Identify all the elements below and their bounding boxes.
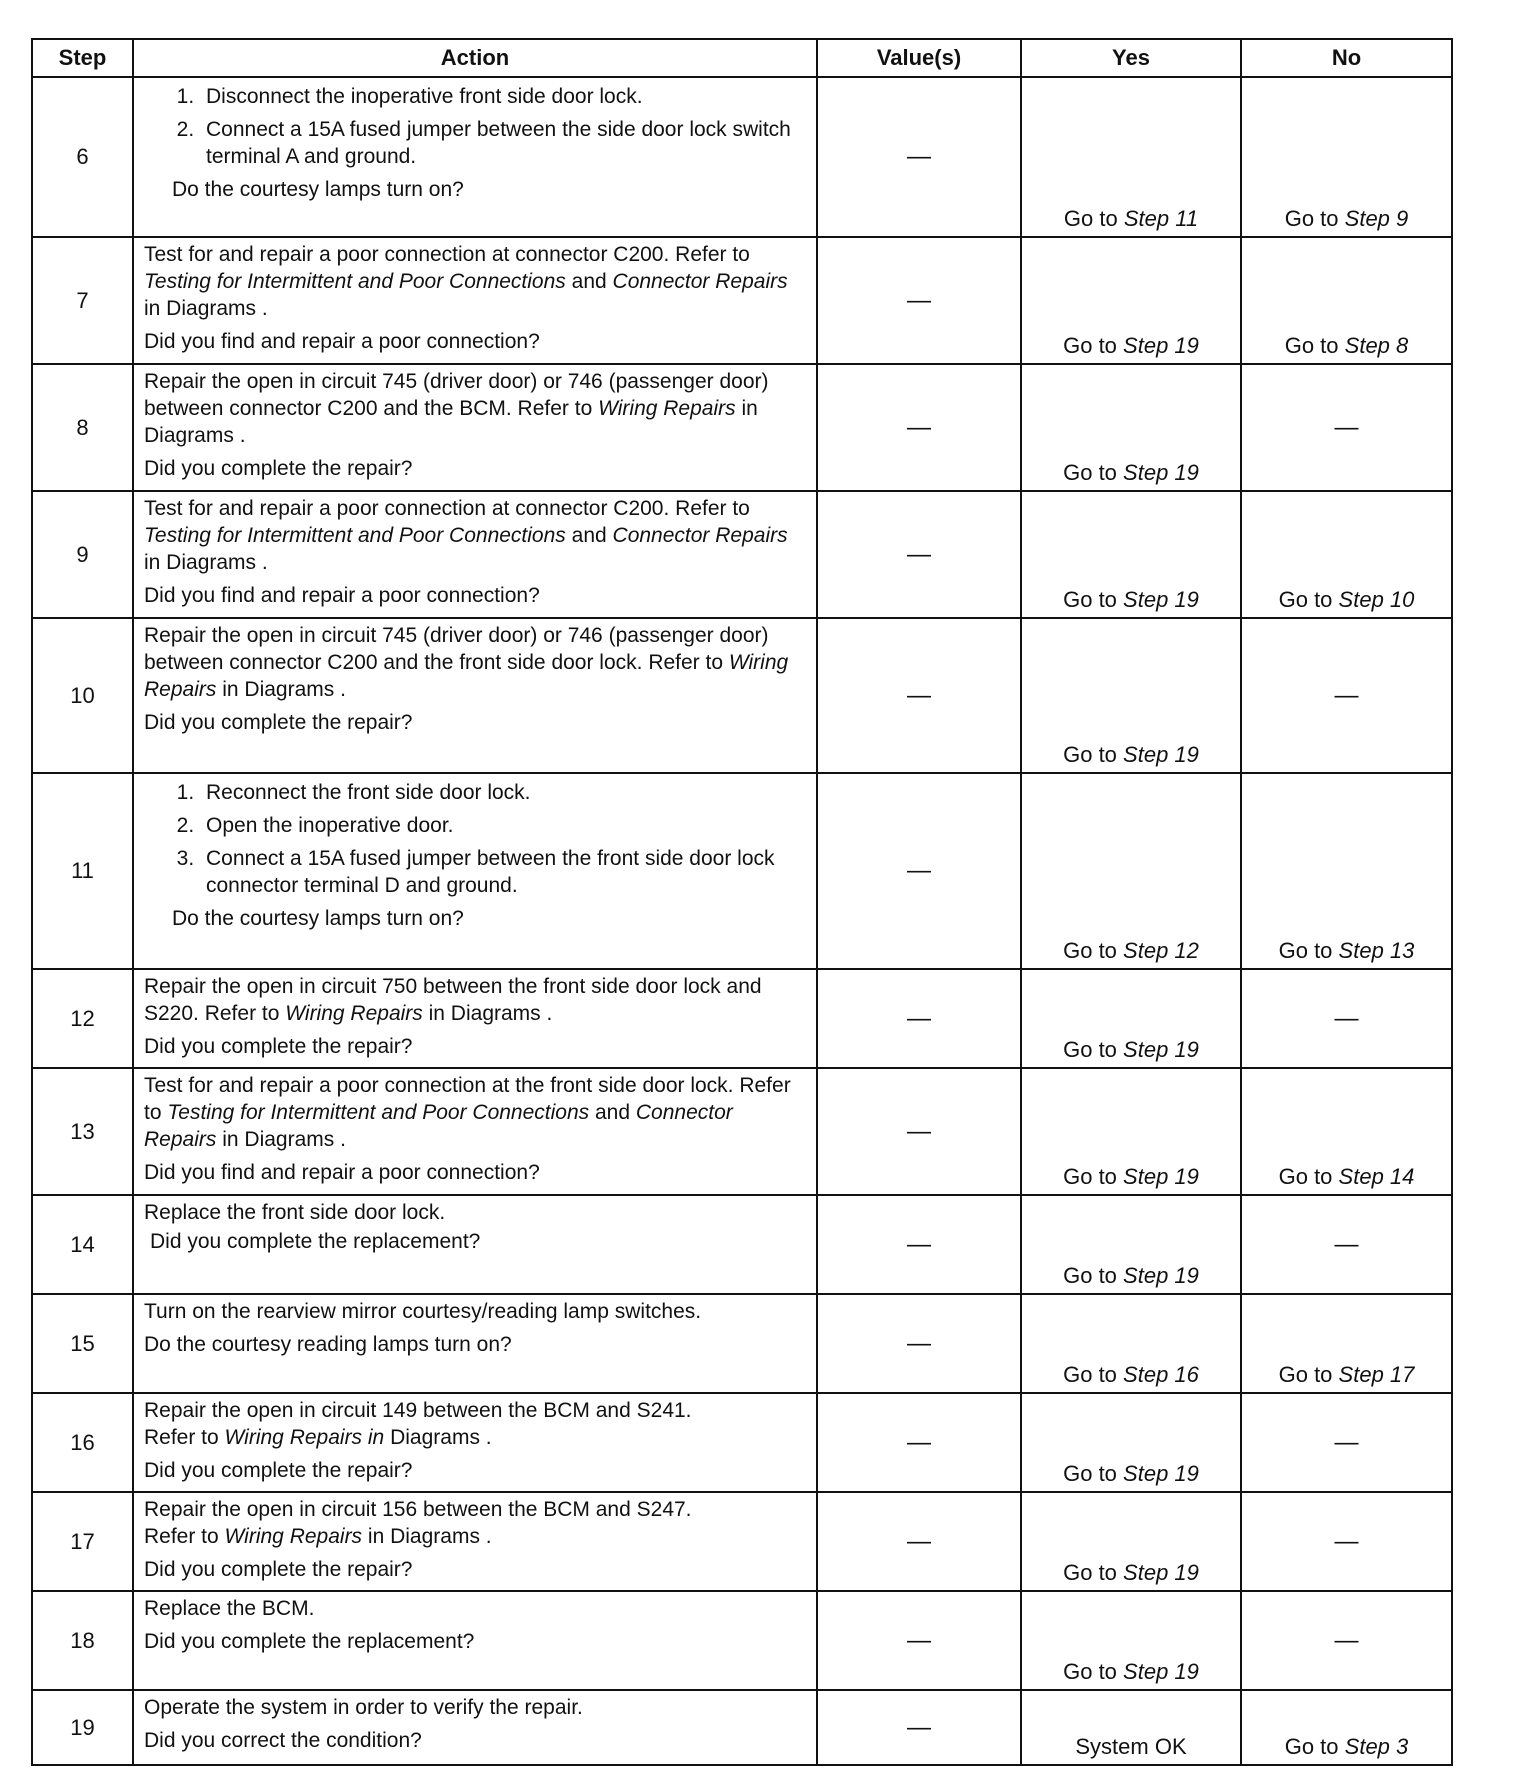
step-reference: Step 3 xyxy=(1344,1734,1409,1759)
action-list-item: 3. Connect a 15A fused jumper between the front side door lock connector terminal D and ground. xyxy=(200,845,806,899)
action-cell xyxy=(133,1195,817,1294)
go-to-label: Go to xyxy=(1278,1362,1333,1387)
action-text: Replace the front side door lock. xyxy=(144,1201,446,1224)
go-to-label: Go to xyxy=(1278,938,1333,963)
step-reference: Step 16 xyxy=(1123,1362,1199,1387)
action-cell xyxy=(133,1591,817,1690)
action-text xyxy=(144,1496,744,1550)
action-list xyxy=(144,83,806,170)
action-text xyxy=(144,495,806,576)
action-text xyxy=(144,1397,744,1451)
yes-cell xyxy=(1021,1294,1241,1393)
action-text-part: and xyxy=(571,524,607,547)
action-text-part: and xyxy=(571,270,607,293)
step-number: 13 xyxy=(32,1068,133,1195)
no-cell xyxy=(1241,491,1452,618)
action-text-part: and xyxy=(595,1101,631,1124)
table-row xyxy=(32,1492,1452,1591)
action-cell xyxy=(133,364,817,491)
go-to-label: Go to xyxy=(1284,206,1339,231)
reference-title: Connector Repairs xyxy=(612,270,788,293)
action-cell xyxy=(133,618,817,773)
go-to-label: Go to xyxy=(1284,333,1339,358)
go-to-label: Go to xyxy=(1063,587,1117,612)
step-reference: Step 19 xyxy=(1123,1263,1199,1288)
value-cell: — xyxy=(817,1195,1021,1294)
go-to-label: Go to xyxy=(1063,1461,1117,1486)
action-list-item: 1. Disconnect the inoperative front side door lock. xyxy=(200,83,806,110)
yes-cell xyxy=(1021,618,1241,773)
table-row xyxy=(32,1690,1452,1765)
table-row xyxy=(32,1294,1452,1393)
no-cell xyxy=(1241,77,1452,237)
value-cell: — xyxy=(817,1591,1021,1690)
action-cell xyxy=(133,77,817,237)
table-row xyxy=(32,1068,1452,1195)
action-question: Do the courtesy lamps turn on? xyxy=(172,907,464,930)
no-cell xyxy=(1241,773,1452,969)
go-to-label: Go to xyxy=(1063,1263,1117,1288)
step-number: 12 xyxy=(32,969,133,1068)
step-reference: Step 8 xyxy=(1344,333,1409,358)
step-number: 17 xyxy=(32,1492,133,1591)
action-text-part: Repair the open in circuit 745 (driver door) or 746 (passenger door) between connector C200 and the front side door lock. Refer to xyxy=(144,624,769,674)
step-reference: Step 17 xyxy=(1338,1362,1415,1387)
no-cell xyxy=(1241,1294,1452,1393)
action-text-part: in Diagrams . xyxy=(144,397,758,447)
reference-title: Connector Repairs xyxy=(612,524,788,547)
go-to-label: Go to xyxy=(1284,1734,1339,1759)
action-cell xyxy=(133,1294,817,1393)
table-row xyxy=(32,969,1452,1068)
value-cell: — xyxy=(817,237,1021,364)
action-text-part: in Diagrams . xyxy=(428,1002,553,1025)
go-to-label: Go to xyxy=(1278,1164,1333,1189)
reference-title: Wiring Repairs in xyxy=(224,1426,385,1449)
value-cell: — xyxy=(817,969,1021,1068)
action-cell xyxy=(133,491,817,618)
step-reference: Step 9 xyxy=(1344,206,1409,231)
step-reference: Step 19 xyxy=(1123,1461,1199,1486)
table-row xyxy=(32,364,1452,491)
action-list-item: 2. Open the inoperative door. xyxy=(200,812,806,839)
step-number: 16 xyxy=(32,1393,133,1492)
go-to-label: Go to xyxy=(1063,333,1117,358)
step-reference: Step 13 xyxy=(1338,938,1415,963)
action-text-part: in Diagrams . xyxy=(367,1525,492,1548)
table-row xyxy=(32,1591,1452,1690)
action-text-part: Repair the open in circuit 149 between the BCM and S241. Refer to xyxy=(144,1399,692,1449)
action-text-part: in Diagrams . xyxy=(144,551,268,574)
go-to-label: Go to xyxy=(1063,1164,1117,1189)
header-values: Value(s) xyxy=(817,39,1021,77)
yes-cell xyxy=(1021,1492,1241,1591)
go-to-label: Go to xyxy=(1063,938,1117,963)
no-cell xyxy=(1241,1690,1452,1765)
table-row xyxy=(32,618,1452,773)
action-cell xyxy=(133,237,817,364)
action-question: Do the courtesy reading lamps turn on? xyxy=(144,1333,512,1356)
step-reference: Step 12 xyxy=(1123,938,1199,963)
header-row xyxy=(32,39,1452,77)
action-text-part: in Diagrams . xyxy=(222,678,346,701)
reference-title: Wiring Repairs xyxy=(144,651,789,701)
action-cell xyxy=(133,1068,817,1195)
action-text-part: in Diagrams . xyxy=(222,1128,346,1151)
value-cell: — xyxy=(817,1690,1021,1765)
action-text-part: Test for and repair a poor connection at connector C200. Refer to xyxy=(144,497,750,520)
yes-cell xyxy=(1021,1068,1241,1195)
reference-title: Testing for Intermittent and Poor Connections xyxy=(167,1101,590,1124)
step-number: 14 xyxy=(32,1195,133,1294)
action-text: Turn on the rearview mirror courtesy/reading lamp switches. xyxy=(144,1300,702,1323)
action-text-part: Diagrams . xyxy=(390,1426,492,1449)
table-row xyxy=(32,1393,1452,1492)
yes-cell xyxy=(1021,969,1241,1068)
step-reference: Step 19 xyxy=(1123,587,1199,612)
table-row xyxy=(32,491,1452,618)
step-reference: Step 19 xyxy=(1123,333,1199,358)
table-row xyxy=(32,77,1452,237)
step-reference: Step 10 xyxy=(1338,587,1415,612)
no-cell: — xyxy=(1241,969,1452,1068)
step-number: 15 xyxy=(32,1294,133,1393)
action-text-part: Repair the open in circuit 156 between the BCM and S247. Refer to xyxy=(144,1498,692,1548)
go-to-label: Go to xyxy=(1063,206,1118,231)
action-text-part: Repair the open in circuit 745 (driver door) or 746 (passenger door) between connector C200 and the BCM. Refer to xyxy=(144,370,769,420)
reference-title: Wiring Repairs xyxy=(598,397,736,420)
step-number: 9 xyxy=(32,491,133,618)
yes-cell xyxy=(1021,364,1241,491)
action-question: Did you complete the repair? xyxy=(144,1035,413,1058)
no-cell: — xyxy=(1241,618,1452,773)
action-text-part: Test for and repair a poor connection at connector C200. Refer to xyxy=(144,243,750,266)
step-reference: Step 19 xyxy=(1123,1164,1199,1189)
value-cell: — xyxy=(817,1068,1021,1195)
yes-cell xyxy=(1021,237,1241,364)
step-reference: Step 19 xyxy=(1123,742,1199,767)
action-cell xyxy=(133,1492,817,1591)
action-question: Do the courtesy lamps turn on? xyxy=(172,178,464,201)
header-no: No xyxy=(1241,39,1452,77)
value-cell: — xyxy=(817,491,1021,618)
step-reference: Step 19 xyxy=(1123,460,1199,485)
yes-cell xyxy=(1021,491,1241,618)
action-text-part: Test for and repair a poor connection at the front side door lock. Refer to xyxy=(144,1074,791,1124)
diagnostic-table xyxy=(31,38,1453,1766)
step-number: 18 xyxy=(32,1591,133,1690)
go-to-label: Go to xyxy=(1063,1037,1117,1062)
reference-title: Testing for Intermittent and Poor Connections xyxy=(144,524,566,547)
action-text: Operate the system in order to verify the repair. xyxy=(144,1696,583,1719)
action-question: Did you find and repair a poor connection? xyxy=(144,330,540,353)
step-reference: Step 19 xyxy=(1123,1560,1199,1585)
go-to-label: Go to xyxy=(1063,1659,1117,1684)
header-step: Step xyxy=(32,39,133,77)
go-to-label: Go to xyxy=(1063,1560,1117,1585)
step-reference: Step 11 xyxy=(1123,206,1199,231)
no-cell: — xyxy=(1241,364,1452,491)
go-to-label: Go to xyxy=(1063,1362,1117,1387)
action-question: Did you complete the repair? xyxy=(144,711,413,734)
step-number: 11 xyxy=(32,773,133,969)
value-cell: — xyxy=(817,77,1021,237)
step-number: 8 xyxy=(32,364,133,491)
action-text: Replace the BCM. xyxy=(144,1597,315,1620)
step-reference: Step 19 xyxy=(1123,1659,1199,1684)
action-question: Did you complete the repair? xyxy=(144,1459,413,1482)
action-question: Did you complete the repair? xyxy=(144,1558,413,1581)
no-cell: — xyxy=(1241,1591,1452,1690)
header-action: Action xyxy=(133,39,817,77)
reference-title: Testing for Intermittent and Poor Connections xyxy=(144,270,566,293)
action-list xyxy=(144,779,806,899)
reference-title: Wiring Repairs xyxy=(285,1002,423,1025)
action-cell xyxy=(133,1690,817,1765)
action-text xyxy=(144,622,806,703)
step-number: 7 xyxy=(32,237,133,364)
step-number: 10 xyxy=(32,618,133,773)
value-cell: — xyxy=(817,1492,1021,1591)
action-text xyxy=(144,368,806,449)
action-cell xyxy=(133,773,817,969)
action-list-item: 1. Reconnect the front side door lock. xyxy=(200,779,806,806)
yes-cell xyxy=(1021,77,1241,237)
step-reference: Step 19 xyxy=(1123,1037,1199,1062)
action-cell xyxy=(133,969,817,1068)
yes-cell xyxy=(1021,1591,1241,1690)
action-question: Did you find and repair a poor connection? xyxy=(144,584,540,607)
reference-title: Wiring Repairs xyxy=(224,1525,363,1548)
action-text xyxy=(144,1072,806,1153)
yes-cell: System OK xyxy=(1021,1690,1241,1765)
go-to-label: Go to xyxy=(1063,742,1117,767)
action-question: Did you correct the condition? xyxy=(144,1729,422,1752)
action-question: Did you complete the repair? xyxy=(144,457,413,480)
diagnostic-table-sheet xyxy=(31,38,1451,1766)
yes-cell xyxy=(1021,1195,1241,1294)
go-to-label: Go to xyxy=(1063,460,1117,485)
value-cell: — xyxy=(817,618,1021,773)
reference-title: Connector Repairs xyxy=(144,1101,733,1151)
value-cell: — xyxy=(817,1294,1021,1393)
header-yes: Yes xyxy=(1021,39,1241,77)
table-row xyxy=(32,237,1452,364)
action-text xyxy=(144,241,806,322)
action-cell xyxy=(133,1393,817,1492)
table-row xyxy=(32,773,1452,969)
yes-cell xyxy=(1021,1393,1241,1492)
yes-cell xyxy=(1021,773,1241,969)
value-cell: — xyxy=(817,1393,1021,1492)
action-question: Did you complete the replacement? xyxy=(150,1230,481,1253)
step-number: 19 xyxy=(32,1690,133,1765)
go-to-label: Go to xyxy=(1278,587,1333,612)
value-cell: — xyxy=(817,773,1021,969)
value-cell: — xyxy=(817,364,1021,491)
no-cell xyxy=(1241,1068,1452,1195)
action-list-item: 2. Connect a 15A fused jumper between the side door lock switch terminal A and ground. xyxy=(200,116,806,170)
action-text-part: Repair the open in circuit 750 between the front side door lock and S220. Refer to xyxy=(144,975,762,1025)
action-question: Did you find and repair a poor connection? xyxy=(144,1161,540,1184)
step-number: 6 xyxy=(32,77,133,237)
no-cell: — xyxy=(1241,1393,1452,1492)
action-question: Did you complete the replacement? xyxy=(144,1630,475,1653)
no-cell xyxy=(1241,237,1452,364)
action-text xyxy=(144,973,806,1027)
no-cell: — xyxy=(1241,1195,1452,1294)
action-text-part: in Diagrams . xyxy=(144,297,268,320)
no-cell: — xyxy=(1241,1492,1452,1591)
step-reference: Step 14 xyxy=(1338,1164,1415,1189)
table-row xyxy=(32,1195,1452,1294)
